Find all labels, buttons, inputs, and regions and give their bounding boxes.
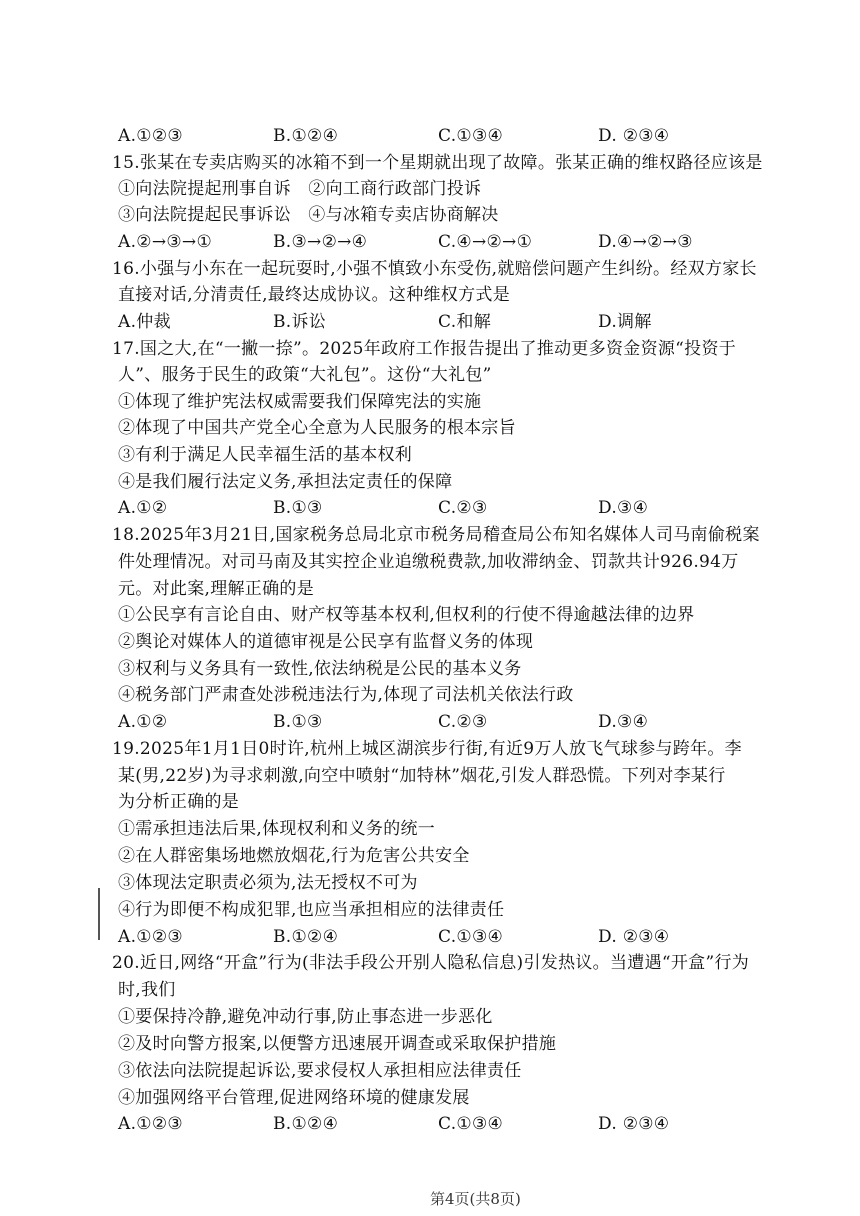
q19-stem: 19.2025年1月1日0时许,杭州上城区湖滨步行街,有近9万人放飞气球参与跨年。李 (112, 739, 742, 759)
q14-option-b: B.①②④ (273, 126, 339, 146)
q20-statement-3: ③依法向法院提起诉讼,要求侵权人承担相应法律责任 (118, 1061, 522, 1081)
q18-statement-1: ①公民享有言论自由、财产权等基本权利,但权利的行使不得逾越法律的边界 (118, 605, 695, 625)
q17-statement-2: ②体现了中国共产党全心全意为人民服务的根本宗旨 (118, 418, 516, 438)
q15-statement-line-1: ①向法院提起刑事自诉 ②向工商行政部门投诉 (118, 179, 482, 199)
q18-statement-4: ④税务部门严肃查处涉税违法行为,体现了司法机关依法行政 (118, 685, 574, 705)
q14-option-c: C.①③④ (438, 126, 504, 146)
q15-option-b: B.③→②→④ (273, 232, 368, 252)
q19-stem-cont-1: 某(男,22岁)为寻求刺激,向空中喷射“加特林”烟花,引发人群恐慌。下列对李某行 (118, 766, 726, 786)
q19-stem-cont-2: 为分析正确的是 (118, 792, 240, 812)
q16-stem: 16.小强与小东在一起玩耍时,小强不慎致小东受伤,就赔偿问题产生纠纷。经双方家长 (112, 259, 757, 279)
q15-option-d: D.④→②→③ (598, 232, 693, 252)
q18-statement-2: ②舆论对媒体人的道德审视是公民享有监督义务的体现 (118, 632, 534, 652)
q20-stem: 20.近日,网络“开盒”行为(非法手段公开别人隐私信息)引发热议。当遭遇“开盒”行为 (112, 953, 750, 973)
q19-option-b: B.①②④ (273, 927, 339, 947)
q15-statement-line-2: ③向法院提起民事诉讼 ④与冰箱专卖店协商解决 (118, 205, 499, 225)
q20-statement-4: ④加强网络平台管理,促进网络环境的健康发展 (118, 1088, 470, 1108)
page-footer: 第4页(共8页) (430, 1190, 521, 1208)
q19-statement-4: ④行为即便不构成犯罪,也应当承担相应的法律责任 (118, 900, 505, 920)
q19-statement-2: ②在人群密集场地燃放烟花,行为危害公共安全 (118, 846, 470, 866)
q14-option-d: D. ②③④ (598, 126, 670, 146)
q20-stem-cont: 时,我们 (118, 980, 176, 1000)
q18-stem-cont-1: 件处理情况。对司马南及其实控企业追缴税费款,加收滞纳金、罚款共计926.94万 (118, 552, 739, 572)
q20-option-b: B.①②④ (273, 1114, 339, 1134)
q20-option-c: C.①③④ (438, 1114, 504, 1134)
q17-statement-4: ④是我们履行法定义务,承担法定责任的保障 (118, 472, 453, 492)
q19-option-d: D. ②③④ (598, 927, 670, 947)
q15-option-c: C.④→②→① (438, 232, 533, 252)
q18-option-d: D.③④ (598, 712, 649, 732)
q19-statement-3: ③体现法定职责必须为,法无授权不可为 (118, 873, 418, 893)
q20-statement-2: ②及时向警方报案,以便警方迅速展开调查或采取保护措施 (118, 1034, 557, 1054)
q18-statement-3: ③权利与义务具有一致性,依法纳税是公民的基本义务 (118, 659, 522, 679)
q15-stem: 15.张某在专卖店购买的冰箱不到一个星期就出现了故障。张某正确的维权路径应该是 (112, 153, 763, 173)
q14-option-a: A.①②③ (118, 126, 183, 146)
q20-option-a: A.①②③ (118, 1114, 183, 1134)
q19-option-c: C.①③④ (438, 927, 504, 947)
q15-option-a: A.②→③→① (118, 232, 212, 252)
q16-option-b: B.诉讼 (273, 312, 327, 332)
q18-option-b: B.①③ (273, 712, 323, 732)
q17-statement-3: ③有利于满足人民幸福生活的基本权利 (118, 445, 413, 465)
q17-option-a: A.①② (118, 498, 168, 518)
q20-option-d: D. ②③④ (598, 1114, 670, 1134)
q19-statement-1: ①需承担违法后果,体现权利和义务的统一 (118, 819, 436, 839)
q17-option-c: C.②③ (438, 498, 488, 518)
q17-statement-1: ①体现了维护宪法权威需要我们保障宪法的实施 (118, 392, 482, 412)
q17-option-d: D.③④ (598, 498, 649, 518)
q17-stem-cont: 人”、服务于民生的政策“大礼包”。这份“大礼包” (118, 365, 492, 385)
q20-statement-1: ①要保持冷静,避免冲动行事,防止事态进一步恶化 (118, 1007, 493, 1027)
q17-stem: 17.国之大,在“一撇一捺”。2025年政府工作报告提出了推动更多资金资源“投资于 (112, 339, 737, 359)
scan-margin-mark (98, 888, 100, 940)
q16-option-d: D.调解 (598, 312, 652, 332)
q18-stem-cont-2: 元。对此案,理解正确的是 (118, 579, 315, 599)
q16-option-c: C.和解 (438, 312, 492, 332)
q18-option-c: C.②③ (438, 712, 488, 732)
q19-option-a: A.①②③ (118, 927, 183, 947)
q17-option-b: B.①③ (273, 498, 323, 518)
q16-stem-cont: 直接对话,分清责任,最终达成协议。这种维权方式是 (118, 285, 511, 305)
q18-stem: 18.2025年3月21日,国家税务总局北京市税务局稽查局公布知名媒体人司马南偷税案 (112, 525, 760, 545)
q18-option-a: A.①② (118, 712, 168, 732)
q16-option-a: A.仲裁 (118, 312, 171, 332)
